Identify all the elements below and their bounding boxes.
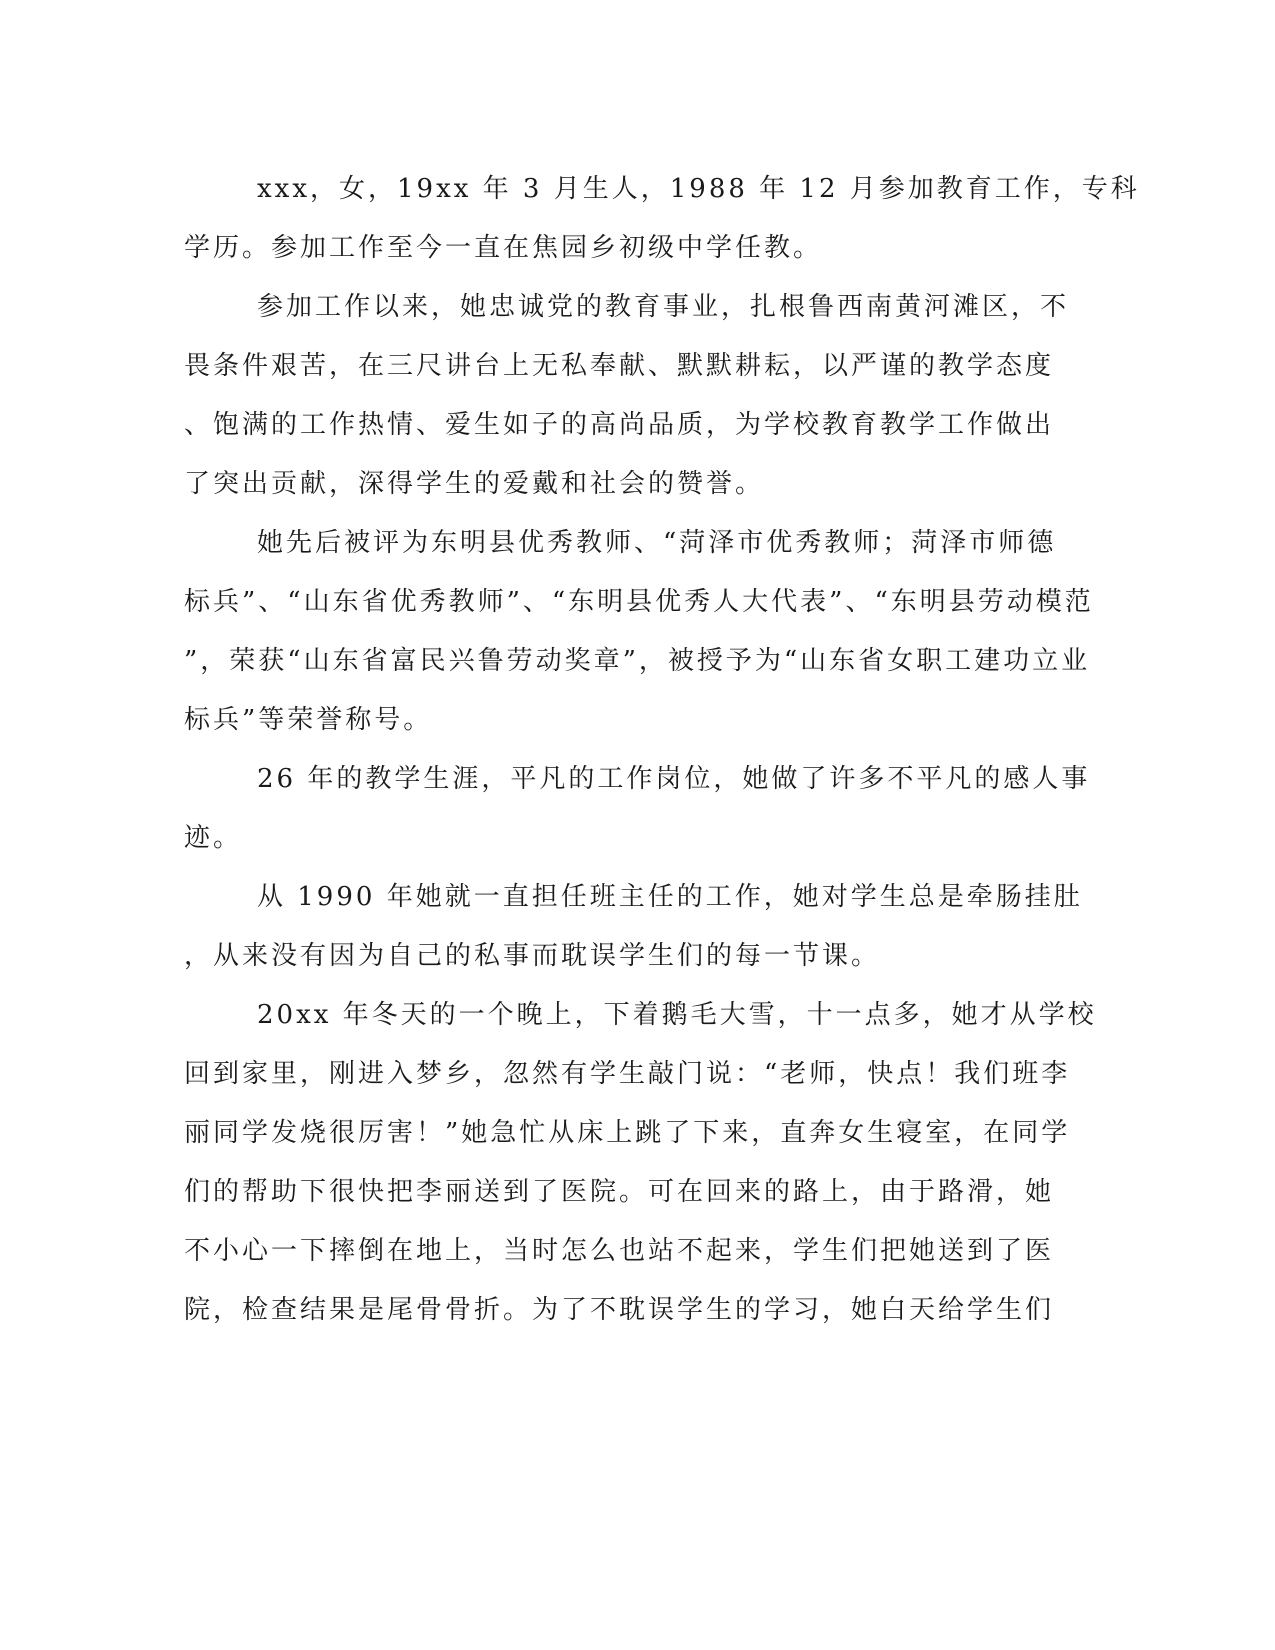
paragraph-line: 院，检查结果是尾骨骨折。为了不耽误学生的学习，她白天给学生们 — [184, 1295, 1055, 1325]
paragraph-line: 、饱满的工作热情、爱生如子的高尚品质，为学校教育教学工作做出 — [184, 410, 1055, 440]
paragraph-line: 参加工作以来，她忠诚党的教育事业，扎根鲁西南黄河滩区，不 — [257, 292, 1070, 322]
paragraph-line: 20xx 年冬天的一个晚上，下着鹅毛大雪，十一点多，她才从学校 — [257, 1000, 1097, 1030]
paragraph-line: 畏条件艰苦，在三尺讲台上无私奉献、默默耕耘，以严谨的教学态度 — [184, 351, 1055, 381]
paragraph-line: 丽同学发烧很厉害！”她急忙从床上跳了下来，直奔女生寝室，在同学 — [184, 1118, 1071, 1148]
paragraph-line: 迹。 — [184, 823, 243, 853]
paragraph-line: xxx，女，19xx 年 3 月生人，1988 年 12 月参加教育工作，专科 — [257, 174, 1140, 204]
paragraph-line: 回到家里，刚进入梦乡，忽然有学生敲门说：“老师，快点！我们班李 — [184, 1059, 1071, 1089]
paragraph-line: ”，荣获“山东省富民兴鲁劳动奖章”，被授予为“山东省女职工建功立业 — [184, 646, 1091, 676]
paragraph-line: 们的帮助下很快把李丽送到了医院。可在回来的路上，由于路滑，她 — [184, 1177, 1055, 1207]
paragraph-line: 了突出贡献，深得学生的爱戴和社会的赞誉。 — [184, 469, 765, 499]
paragraph-line: 从 1990 年她就一直担任班主任的工作，她对学生总是牵肠挂肚 — [257, 882, 1083, 912]
paragraph-line: 学历。参加工作至今一直在焦园乡初级中学任教。 — [184, 233, 823, 263]
paragraph-line: 她先后被评为东明县优秀教师、“菏泽市优秀教师；菏泽市师德 — [257, 528, 1057, 558]
paragraph-line: 26 年的教学生涯，平凡的工作岗位，她做了许多不平凡的感人事 — [257, 764, 1091, 794]
paragraph-line: 标兵”等荣誉称号。 — [184, 705, 433, 735]
body-text — [184, 160, 1140, 1340]
paragraph-line: 不小心一下摔倒在地上，当时怎么也站不起来，学生们把她送到了医 — [184, 1236, 1055, 1266]
paragraph-line: ，从来没有因为自己的私事而耽误学生们的每一节课。 — [184, 941, 881, 971]
paragraph-line: 标兵”、“山东省优秀教师”、“东明县优秀人大代表”、“东明县劳动模范 — [184, 587, 1094, 617]
